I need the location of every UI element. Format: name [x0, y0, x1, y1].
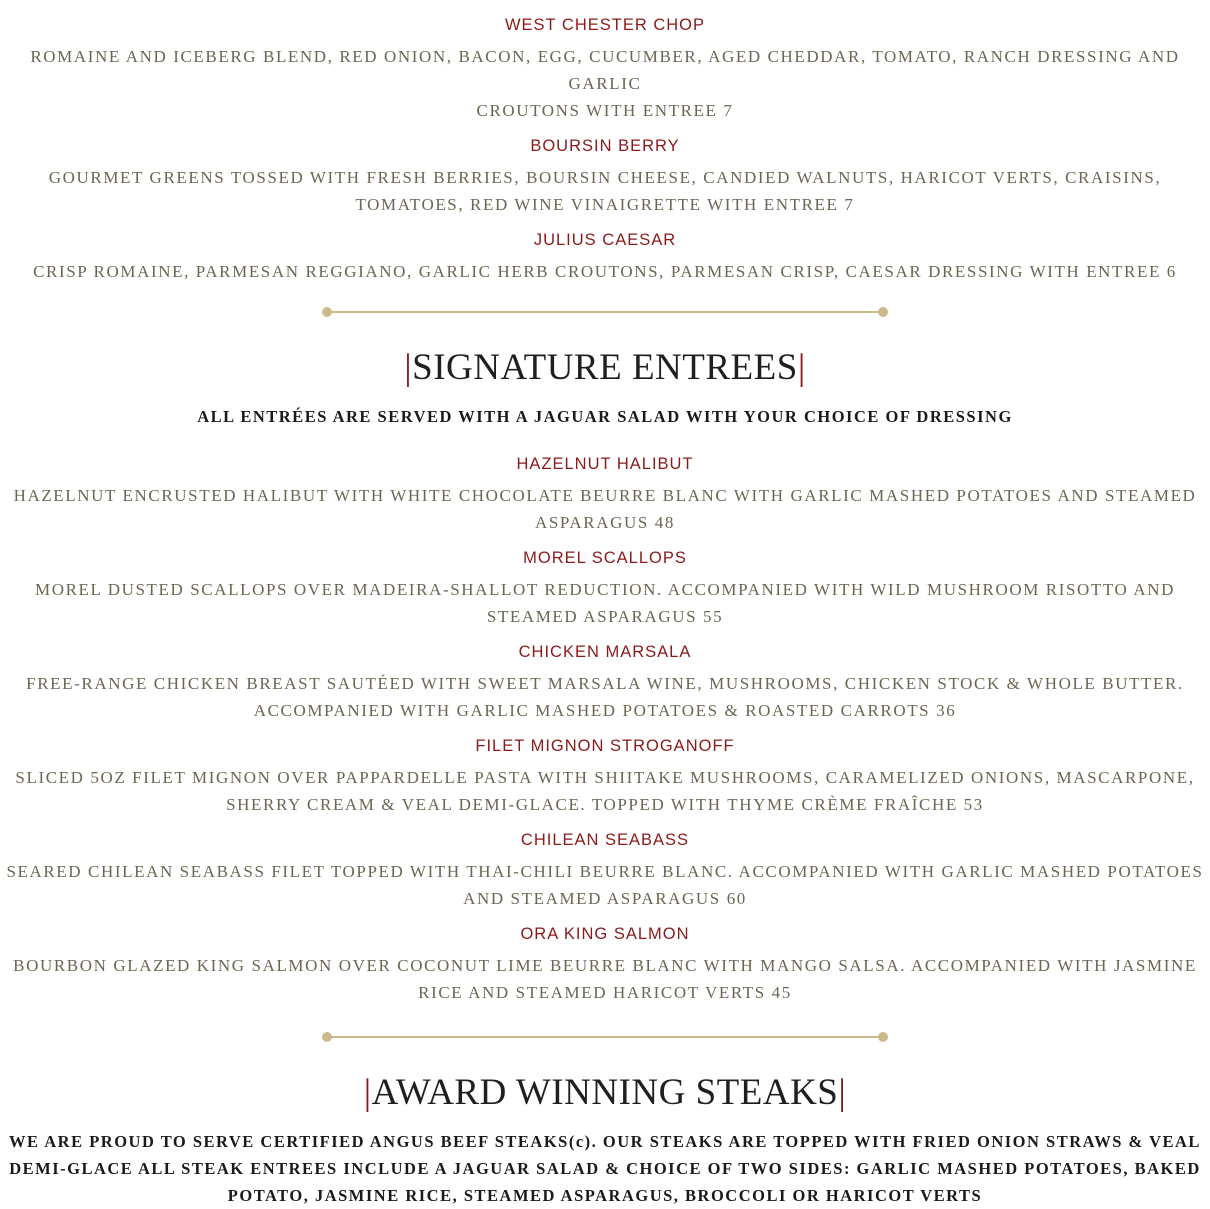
item-description: BOURBON GLAZED KING SALMON OVER COCONUT LIME BEURRE BLANC WITH MANGO SALSA. ACCOMPANIED WITH JASMINE RICE AND STEAMED HARICOT VERTS 45 [13, 956, 1197, 1002]
item-description: HAZELNUT ENCRUSTED HALIBUT WITH WHITE CHOCOLATE BEURRE BLANC WITH GARLIC MASHED POTATOES AND STEAMED ASPARAGUS 48 [13, 486, 1197, 532]
menu-item-west-chester-chop [0, 15, 1210, 124]
item-description: MOREL DUSTED SCALLOPS OVER MADEIRA-SHALLOT REDUCTION. ACCOMPANIED WITH WILD MUSHROOM RISOTTO AND STEAMED ASPARAGUS 55 [35, 580, 1175, 626]
item-name: MOREL SCALLOPS [523, 549, 687, 567]
salads-section [0, 0, 1210, 285]
entrees-section [0, 346, 1210, 1006]
menu-item-hazelnut-halibut [0, 454, 1210, 536]
menu-item-morel-scallops [0, 548, 1210, 630]
menu-item-julius-caesar [0, 230, 1210, 285]
item-description: GOURMET GREENS TOSSED WITH FRESH BERRIES, BOURSIN CHEESE, CANDIED WALNUTS, HARICOT VERTS, CRAISINS, TOMATOES, RED WINE VINAIGRETTE WITH ENTREE 7 [48, 168, 1162, 214]
item-name: JULIUS CAESAR [533, 231, 677, 249]
item-description: CRISP ROMAINE, PARMESAN REGGIANO, GARLIC HERB CROUTONS, PARMESAN CRISP, CAESAR DRESSING WITH ENTREE 6 [33, 262, 1177, 281]
section-divider [322, 1031, 888, 1043]
item-name: HAZELNUT HALIBUT [516, 455, 694, 473]
item-description: SEARED CHILEAN SEABASS FILET TOPPED WITH THAI-CHILI BEURRE BLANC. ACCOMPANIED WITH GARLIC MASHED POTATOES AND STEAMED ASPARAGUS 60 [6, 862, 1204, 908]
menu-item-chilean-seabass [0, 830, 1210, 912]
item-description: ROMAINE AND ICEBERG BLEND, RED ONION, BACON, EGG, CUCUMBER, AGED CHEDDAR, TOMATO, RANCH DRESSING AND GARLIC CROUTONS WITH ENTREE 7 [30, 47, 1180, 120]
item-name: CHICKEN MARSALA [518, 643, 692, 661]
menu-item-chicken-marsala [0, 642, 1210, 724]
item-name: FILET MIGNON STROGANOFF [475, 737, 735, 755]
item-description: SLICED 5OZ FILET MIGNON OVER PAPPARDELLE PASTA WITH SHIITAKE MUSHROOMS, CARAMELIZED ONIONS, MASCARPONE, SHERRY CREAM & VEAL DEMI-GLACE. TOPPED WITH THYME CRÈME FRAÎCHE 53 [15, 768, 1195, 814]
item-description: FREE-RANGE CHICKEN BREAST SAUTÉED WITH SWEET MARSALA WINE, MUSHROOMS, CHICKEN STOCK & WHOLE BUTTER. ACCOMPANIED WITH GARLIC MASHED POTATOES & ROASTED CARROTS 36 [26, 674, 1184, 720]
item-name: WEST CHESTER CHOP [504, 16, 706, 34]
menu-item-boursin-berry [0, 136, 1210, 218]
menu-item-ora-king-salmon [0, 924, 1210, 1006]
section-divider [322, 306, 888, 318]
steaks-section [0, 1071, 1210, 1209]
section-title-entrees: |SIGNATURE ENTREES| [404, 347, 806, 388]
item-name: ORA KING SALMON [520, 925, 690, 943]
steaks-note: WE ARE PROUD TO SERVE CERTIFIED ANGUS BEEF STEAKS(c). OUR STEAKS ARE TOPPED WITH FRIED ONION STRAWS & VEAL DEMI-GLACE ALL STEAK ENTREES INCLUDE A JAGUAR SALAD & CHOICE OF TWO SIDES: GARLIC MASHED POTATOES, BAKED POTATO, JASMINE RICE, STEAMED ASPARAGUS, BROCCOLI OR HARICOT VERTS [9, 1132, 1201, 1205]
item-name: BOURSIN BERRY [530, 137, 680, 155]
entrees-note: ALL ENTRÉES ARE SERVED WITH A JAGUAR SALAD WITH YOUR CHOICE OF DRESSING [197, 407, 1013, 426]
menu-item-filet-mignon-stroganoff [0, 736, 1210, 818]
item-name: CHILEAN SEABASS [520, 831, 690, 849]
section-title-steaks: |AWARD WINNING STEAKS| [363, 1072, 847, 1113]
